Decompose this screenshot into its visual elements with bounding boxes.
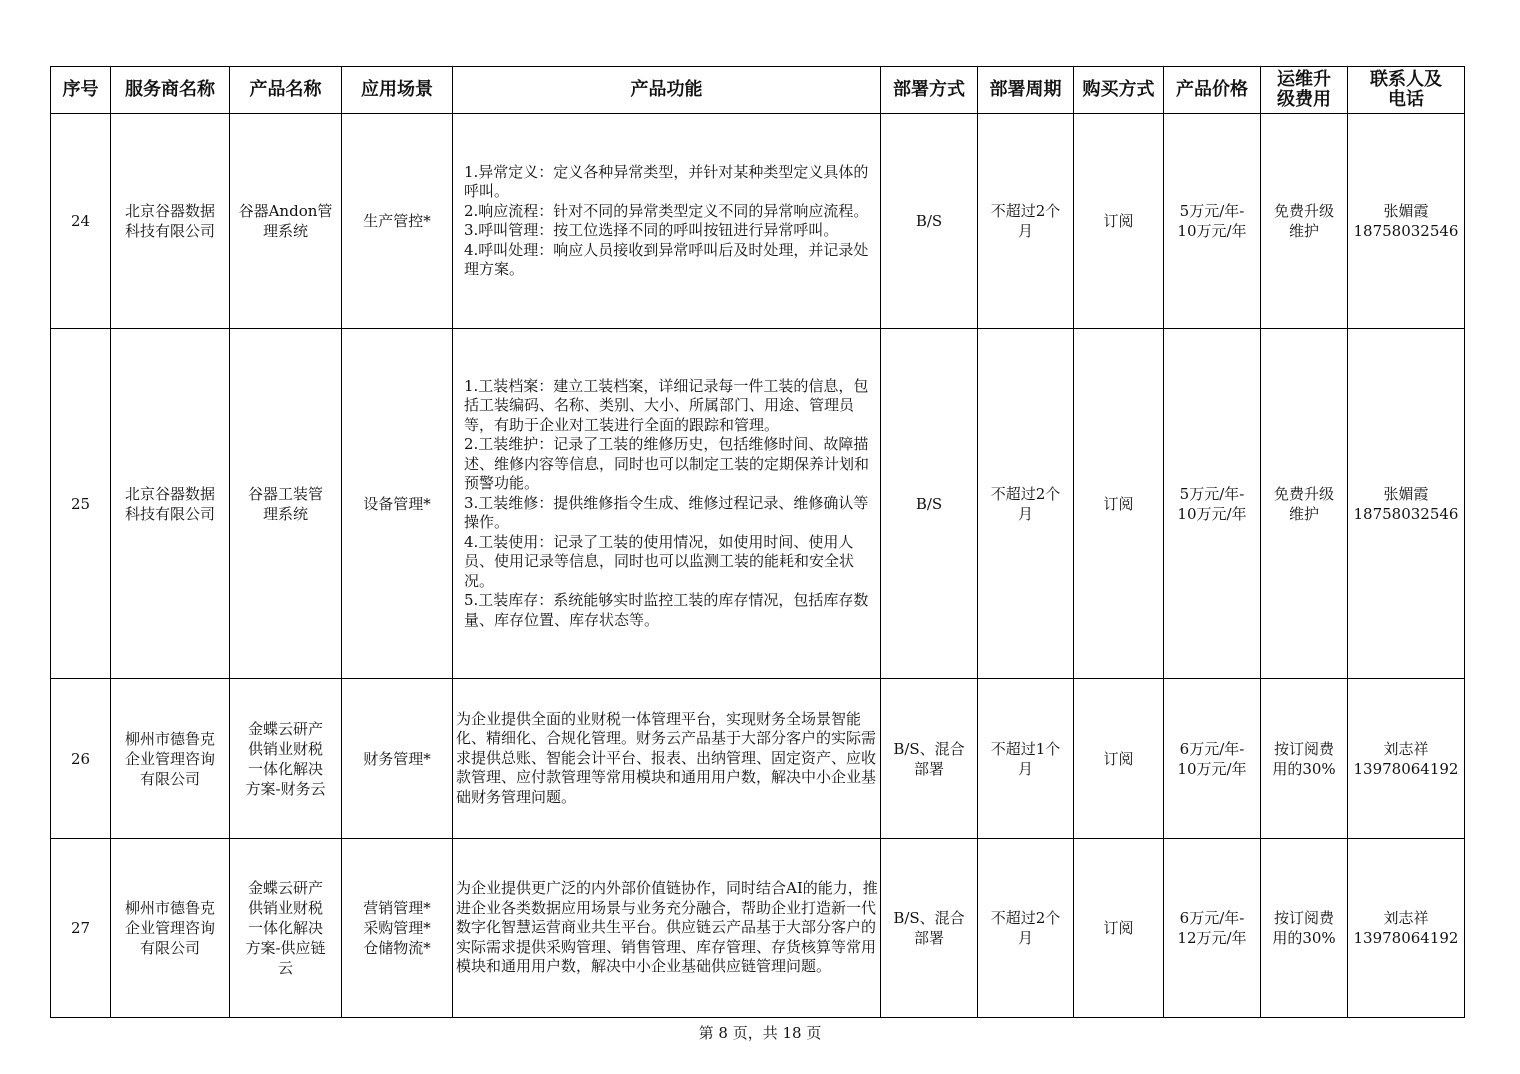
table-row	[51, 839, 1465, 1018]
header-contact-line: 电话	[1388, 89, 1424, 110]
product-cell-line: 方案-财务云	[245, 779, 326, 798]
contact-cell-line: 刘志祥	[1383, 909, 1429, 927]
provider-cell	[111, 679, 230, 839]
function-cell	[453, 329, 881, 679]
deploy-cycle-cell-line: 月	[1017, 222, 1033, 240]
header-contact	[1348, 67, 1465, 114]
deploy-cycle-cell-line: 不超过1个	[990, 739, 1061, 758]
function-item: 3.工装维修：提供维修指令生成、维修过程记录、维修确认等操作。	[464, 493, 869, 532]
table-row	[51, 329, 1465, 679]
table-body	[51, 114, 1465, 1018]
deploy-mode-cell-line: B/S	[915, 212, 943, 230]
provider-cell-line: 科技有限公司	[124, 504, 215, 523]
maintenance-cell	[1261, 114, 1348, 329]
header-product: 产品名称	[230, 67, 342, 114]
scenario-cell	[342, 679, 453, 839]
provider-cell-line: 科技有限公司	[124, 222, 215, 240]
function-item: 4.呼叫处理：响应人员接收到异常呼叫后及时处理，并记录处理方案。	[464, 240, 869, 278]
table-row	[51, 679, 1465, 839]
product-cell-line: 理系统	[262, 504, 308, 523]
header-contact-line: 联系人及	[1370, 69, 1442, 90]
header-scenario: 应用场景	[342, 67, 453, 114]
maintenance-cell-line: 维护	[1288, 222, 1319, 240]
header-provider: 服务商名称	[111, 67, 230, 114]
deploy-cycle-cell	[978, 679, 1074, 839]
scenario-cell-line: 采购管理*	[363, 919, 431, 937]
contact-cell-line: 18758032546	[1353, 504, 1459, 523]
contact-cell-line: 刘志祥	[1383, 739, 1429, 758]
header-deploy-mode: 部署方式	[881, 67, 978, 114]
provider-cell	[111, 839, 230, 1018]
deploy-cycle-cell-line: 不超过2个	[990, 909, 1061, 927]
product-cell-line: 金蝶云研产	[247, 719, 323, 738]
deploy-mode-cell-line: B/S、混合	[893, 739, 965, 758]
deploy-mode-cell-line: 部署	[913, 759, 944, 778]
deploy-mode-cell	[881, 329, 978, 679]
product-cell-line: 云	[277, 959, 293, 977]
contact-cell-line: 张媚霞	[1383, 484, 1429, 503]
product-catalog-table	[50, 66, 1465, 1018]
scenario-cell-line: 财务管理*	[363, 749, 431, 768]
price-cell	[1164, 679, 1261, 839]
maintenance-cell-line: 按订阅费	[1273, 739, 1334, 758]
product-cell	[230, 839, 342, 1018]
provider-cell-line: 有限公司	[139, 939, 200, 957]
provider-cell-line: 柳州市德鲁克	[124, 899, 215, 917]
deploy-mode-cell-line: B/S	[915, 494, 943, 513]
deploy-mode-cell	[881, 839, 978, 1018]
price-cell-line: 5万元/年-	[1179, 484, 1245, 503]
product-cell-line: 金蝶云研产	[247, 879, 323, 897]
maintenance-cell-line: 用的30%	[1272, 929, 1336, 947]
contact-cell-line: 18758032546	[1353, 222, 1459, 240]
provider-cell	[111, 114, 230, 329]
deploy-cycle-cell-line: 月	[1017, 759, 1033, 778]
scenario-cell-line: 生产管控*	[363, 212, 431, 230]
function-item: 为企业提供更广泛的内外部价值链协作，同时结合AI的能力，推进企业各类数据应用场景与业务充分融合，帮助企业打造新一代数字化智慧运营商业共生平台。供应链云产品基于大部分客户的实际需求提供采购管理、销售管理、库存管理、存货核算等常用模块和通用用户数，解决中小企业基础供应链管理问题。	[456, 879, 878, 976]
function-item: 3.呼叫管理：按工位选择不同的呼叫按钮进行异常呼叫。	[464, 221, 839, 239]
provider-cell-line: 有限公司	[139, 769, 200, 788]
function-item: 2.工装维护：记录了工装的维修历史，包括维修时间、故障描述、维修内容等信息，同时也可以制定工装的定期保养计划和预警功能。	[464, 435, 870, 493]
contact-cell-line: 13978064192	[1353, 759, 1459, 778]
index-cell: 25	[51, 329, 111, 679]
purchase-cell: 订阅	[1074, 114, 1164, 329]
price-cell-line: 6万元/年-	[1179, 909, 1245, 927]
contact-cell-line: 13978064192	[1353, 929, 1459, 947]
product-cell	[230, 679, 342, 839]
index-cell: 24	[51, 114, 111, 329]
maintenance-cell-line: 维护	[1288, 504, 1319, 523]
provider-cell-line: 北京谷器数据	[124, 202, 215, 220]
deploy-mode-cell-line: 部署	[913, 929, 944, 947]
deploy-mode-cell	[881, 114, 978, 329]
contact-cell	[1348, 679, 1465, 839]
maintenance-cell-line: 免费升级	[1273, 484, 1334, 503]
provider-cell-line: 柳州市德鲁克	[124, 729, 215, 748]
scenario-cell-line: 仓储物流*	[363, 939, 431, 957]
price-cell	[1164, 114, 1261, 329]
maintenance-cell-line: 用的30%	[1272, 759, 1336, 778]
scenario-cell	[342, 839, 453, 1018]
maintenance-cell-line: 按订阅费	[1273, 909, 1334, 927]
scenario-cell	[342, 114, 453, 329]
provider-cell-line: 北京谷器数据	[124, 484, 215, 503]
purchase-cell: 订阅	[1074, 679, 1164, 839]
function-item: 1.工装档案：建立工装档案，详细记录每一件工装的信息，包括工装编码、名称、类别、大小、所属部门、用途、管理员等，有助于企业对工装进行全面的跟踪和管理。	[464, 376, 869, 434]
product-cell-line: 方案-供应链	[245, 939, 326, 957]
deploy-cycle-cell	[978, 114, 1074, 329]
function-item: 5.工装库存：系统能够实时监控工装的库存情况，包括库存数量、库存位置、库存状态等。	[464, 591, 869, 629]
header-row	[51, 67, 1465, 114]
maintenance-cell	[1261, 329, 1348, 679]
product-cell	[230, 114, 342, 329]
table-row	[51, 114, 1465, 329]
header-index: 序号	[51, 67, 111, 114]
function-item: 为企业提供全面的业财税一体管理平台，实现财务全场景智能化、精细化、合规化管理。财务云产品基于大部分客户的实际需求提供总账、智能会计平台、报表、出纳管理、固定资产、应收款管理、应付款管理等常用模块和通用用户数，解决中小企业基础财务管理问题。	[456, 709, 877, 806]
product-cell-line: 一体化解决	[247, 759, 323, 778]
deploy-cycle-cell-line: 月	[1017, 504, 1033, 523]
price-cell-line: 12万元/年	[1177, 929, 1247, 947]
header-maintenance	[1261, 67, 1348, 114]
purchase-cell: 订阅	[1074, 329, 1164, 679]
deploy-cycle-cell-line: 不超过2个	[990, 484, 1061, 503]
function-item: 4.工装使用：记录了工装的使用情况，如使用时间、使用人员、使用记录等信息，同时也可以监测工装的能耗和安全状况。	[464, 532, 855, 590]
scenario-cell	[342, 329, 453, 679]
deploy-mode-cell-line: B/S、混合	[893, 909, 965, 927]
price-cell	[1164, 329, 1261, 679]
purchase-cell: 订阅	[1074, 839, 1164, 1018]
header-deploy-cycle: 部署周期	[978, 67, 1074, 114]
page-footer: 第 8 页，共 18 页	[698, 1024, 822, 1042]
product-cell-line: 一体化解决	[247, 919, 323, 937]
contact-cell	[1348, 114, 1465, 329]
maintenance-cell-line: 免费升级	[1273, 202, 1334, 220]
header-function: 产品功能	[453, 67, 881, 114]
function-cell	[453, 679, 881, 839]
price-cell-line: 10万元/年	[1177, 222, 1247, 240]
header-purchase: 购买方式	[1074, 67, 1164, 114]
provider-cell-line: 企业管理咨询	[124, 919, 215, 937]
scenario-cell-line: 设备管理*	[363, 494, 431, 513]
product-cell-line: 供销业财税	[247, 739, 323, 758]
deploy-cycle-cell	[978, 329, 1074, 679]
function-item: 1.异常定义：定义各种异常类型，并针对某种类型定义具体的呼叫。	[464, 162, 869, 200]
scenario-cell-line: 营销管理*	[363, 899, 431, 917]
contact-cell	[1348, 839, 1465, 1018]
price-cell	[1164, 839, 1261, 1018]
product-cell-line: 谷器Andon管	[238, 202, 333, 220]
product-cell-line: 供销业财税	[247, 899, 323, 917]
provider-cell-line: 企业管理咨询	[124, 749, 215, 768]
header-maintenance-line: 运维升	[1277, 69, 1331, 90]
contact-cell	[1348, 329, 1465, 679]
function-item: 2.响应流程：针对不同的异常类型定义不同的异常响应流程。	[464, 201, 869, 220]
deploy-cycle-cell	[978, 839, 1074, 1018]
contact-cell-line: 张媚霞	[1383, 202, 1429, 220]
product-cell	[230, 329, 342, 679]
maintenance-cell	[1261, 839, 1348, 1018]
price-cell-line: 10万元/年	[1177, 759, 1247, 778]
product-cell-line: 谷器工装管	[247, 484, 323, 503]
index-cell: 26	[51, 679, 111, 839]
function-cell	[453, 114, 881, 329]
price-cell-line: 6万元/年-	[1179, 739, 1245, 758]
deploy-cycle-cell-line: 不超过2个	[990, 202, 1061, 220]
function-cell	[453, 839, 881, 1018]
deploy-cycle-cell-line: 月	[1017, 929, 1033, 947]
deploy-mode-cell	[881, 679, 978, 839]
price-cell-line: 10万元/年	[1177, 504, 1247, 523]
product-cell-line: 理系统	[262, 222, 308, 240]
index-cell: 27	[51, 839, 111, 1018]
maintenance-cell	[1261, 679, 1348, 839]
header-maintenance-line: 级费用	[1277, 89, 1331, 110]
header-price: 产品价格	[1164, 67, 1261, 114]
provider-cell	[111, 329, 230, 679]
price-cell-line: 5万元/年-	[1179, 202, 1245, 220]
